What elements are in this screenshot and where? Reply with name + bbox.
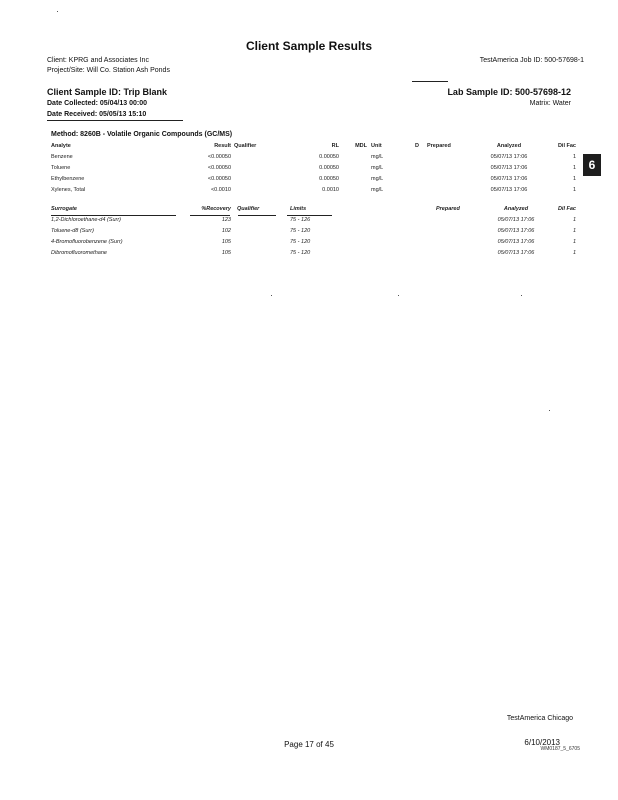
col-limits: Limits xyxy=(290,206,307,212)
table-row xyxy=(51,248,576,259)
limits-value: 75 - 120 xyxy=(290,250,311,256)
section-tab: 6 xyxy=(583,154,601,176)
table-row xyxy=(51,152,576,163)
col-analyzed: Analyzed xyxy=(496,143,522,149)
surrogate-name: Toluene-d8 (Surr) xyxy=(51,228,94,234)
table-row xyxy=(51,163,576,174)
limits-header-rule xyxy=(287,215,332,216)
surrogate-table-header xyxy=(51,204,576,215)
job-id: TestAmerica Job ID: 500-57698-1 xyxy=(479,57,584,64)
prepared-value xyxy=(427,152,477,163)
surr-qualifier-value xyxy=(231,237,286,248)
header-rule xyxy=(412,81,448,82)
surr-dilfac-value: 1 xyxy=(572,250,576,256)
d-value xyxy=(407,185,427,196)
analyte-name: Benzene xyxy=(51,154,73,160)
client-sample-id: Client Sample ID: Trip Blank xyxy=(47,87,168,97)
surrogate-header-rule xyxy=(51,215,176,216)
rl-value: 0.00050 xyxy=(319,165,339,171)
surr-prepared-value xyxy=(436,215,491,226)
surr-dilfac-value: 1 xyxy=(572,217,576,223)
dilfac-value: 1 xyxy=(572,165,576,171)
analyte-name: Ethylbenzene xyxy=(51,176,85,182)
scan-speck xyxy=(398,295,399,296)
dilfac-value: 1 xyxy=(572,187,576,193)
unit-value: mg/L xyxy=(371,165,384,171)
mdl-value xyxy=(339,185,367,196)
surr-qualifier-value xyxy=(231,248,286,259)
col-rl: RL xyxy=(331,143,339,149)
mdl-value xyxy=(339,174,367,185)
surr-dilfac-value: 1 xyxy=(572,228,576,234)
recovery-value: 105 xyxy=(221,250,231,256)
table-row xyxy=(51,174,576,185)
analyzed-value: 05/07/13 17:06 xyxy=(490,176,528,182)
unit-value: mg/L xyxy=(371,187,384,193)
analyzed-value: 05/07/13 17:06 xyxy=(490,187,528,193)
analyte-table xyxy=(51,141,576,196)
mdl-value xyxy=(339,163,367,174)
surr-prepared-value xyxy=(436,237,491,248)
page-title: Client Sample Results xyxy=(245,39,373,53)
surr-analyzed-value: 05/07/13 17:06 xyxy=(497,250,535,256)
analyte-table-header xyxy=(51,141,576,152)
date-collected: Date Collected: 05/04/13 00:00 xyxy=(47,100,147,107)
scan-speck xyxy=(271,295,272,296)
page-number: Page 17 of 45 xyxy=(284,740,334,749)
analyte-name: Toluene xyxy=(51,165,71,171)
client-name: Client: KPRG and Associates Inc xyxy=(47,57,149,64)
analyzed-value: 05/07/13 17:06 xyxy=(490,165,528,171)
unit-value: mg/L xyxy=(371,154,384,160)
mdl-value xyxy=(339,152,367,163)
limits-value: 75 - 120 xyxy=(290,228,311,234)
scan-speck xyxy=(57,11,58,12)
table-row xyxy=(51,226,576,237)
dilfac-value: 1 xyxy=(572,154,576,160)
surrogate-name: 1,2-Dichloroethane-d4 (Surr) xyxy=(51,217,122,223)
prepared-value xyxy=(427,163,477,174)
recovery-header-rule xyxy=(190,215,230,216)
surr-dilfac-value: 1 xyxy=(572,239,576,245)
table-row xyxy=(51,185,576,196)
matrix: Matrix: Water xyxy=(529,100,571,107)
qualifier-header-rule xyxy=(238,215,276,216)
surr-qualifier-value xyxy=(231,215,286,226)
scan-speck xyxy=(549,410,550,411)
col-prepared: Prepared xyxy=(427,143,451,149)
qualifier-value xyxy=(231,152,286,163)
col-surr-dilfac: Dil Fac xyxy=(557,206,576,212)
d-value xyxy=(407,152,427,163)
result-value: <0.0010 xyxy=(210,187,231,193)
prepared-value xyxy=(427,185,477,196)
qualifier-value xyxy=(231,185,286,196)
footer-stamp: WM0187_5_6705 xyxy=(540,746,580,752)
footer-date: 6/10/2013 xyxy=(524,738,560,747)
scan-speck xyxy=(521,295,522,296)
surr-prepared-value xyxy=(436,248,491,259)
rl-value: 0.00050 xyxy=(319,176,339,182)
surrogate-table xyxy=(51,204,576,259)
col-recovery: %Recovery xyxy=(201,206,231,212)
col-surrogate: Surrogate xyxy=(51,206,77,212)
surr-prepared-value xyxy=(436,226,491,237)
result-value: <0.00050 xyxy=(207,176,231,182)
surr-qualifier-value xyxy=(231,226,286,237)
col-surr-prepared: Prepared xyxy=(436,206,460,212)
project-site: Project/Site: Will Co. Station Ash Ponds xyxy=(47,67,170,74)
limits-value: 75 - 120 xyxy=(290,239,311,245)
surr-analyzed-value: 05/07/13 17:06 xyxy=(497,217,535,223)
method-title: Method: 8260B - Volatile Organic Compounds (GC/MS) xyxy=(51,131,233,138)
d-value xyxy=(407,163,427,174)
col-surr-analyzed: Analyzed xyxy=(503,206,529,212)
result-value: <0.00050 xyxy=(207,154,231,160)
qualifier-value xyxy=(231,174,286,185)
col-qualifier: Qualifier xyxy=(234,143,257,149)
analyzed-value: 05/07/13 17:06 xyxy=(490,154,528,160)
recovery-value: 105 xyxy=(221,239,231,245)
date-received: Date Received: 05/05/13 15:10 xyxy=(47,111,147,118)
surrogate-name: Dibromofluoromethane xyxy=(51,250,107,256)
surrogate-name: 4-Bromofluorobenzene (Surr) xyxy=(51,239,123,245)
qualifier-value xyxy=(231,163,286,174)
col-result: Result xyxy=(214,143,231,149)
table-row xyxy=(51,237,576,248)
prepared-value xyxy=(427,174,477,185)
result-value: <0.00050 xyxy=(207,165,231,171)
dilfac-value: 1 xyxy=(572,176,576,182)
unit-value: mg/L xyxy=(371,176,384,182)
date-received-underline xyxy=(47,120,183,121)
recovery-value: 102 xyxy=(221,228,231,234)
rl-value: 0.00050 xyxy=(319,154,339,160)
lab-sample-id: Lab Sample ID: 500-57698-12 xyxy=(447,87,571,97)
limits-value: 75 - 126 xyxy=(290,217,311,223)
analyte-name: Xylenes, Total xyxy=(51,187,86,193)
table-row xyxy=(51,215,576,226)
footer-company: TestAmerica Chicago xyxy=(506,715,573,722)
col-mdl: MDL xyxy=(355,143,367,149)
surr-analyzed-value: 05/07/13 17:06 xyxy=(497,228,535,234)
surr-analyzed-value: 05/07/13 17:06 xyxy=(497,239,535,245)
col-unit: Unit xyxy=(371,143,382,149)
col-surr-qualifier: Qualifier xyxy=(237,206,260,212)
recovery-value: 123 xyxy=(221,217,231,223)
col-dilfac: Dil Fac xyxy=(557,143,576,149)
col-analyte: Analyte xyxy=(51,143,71,149)
col-d: D xyxy=(415,143,419,149)
rl-value: 0.0010 xyxy=(322,187,339,193)
d-value xyxy=(407,174,427,185)
